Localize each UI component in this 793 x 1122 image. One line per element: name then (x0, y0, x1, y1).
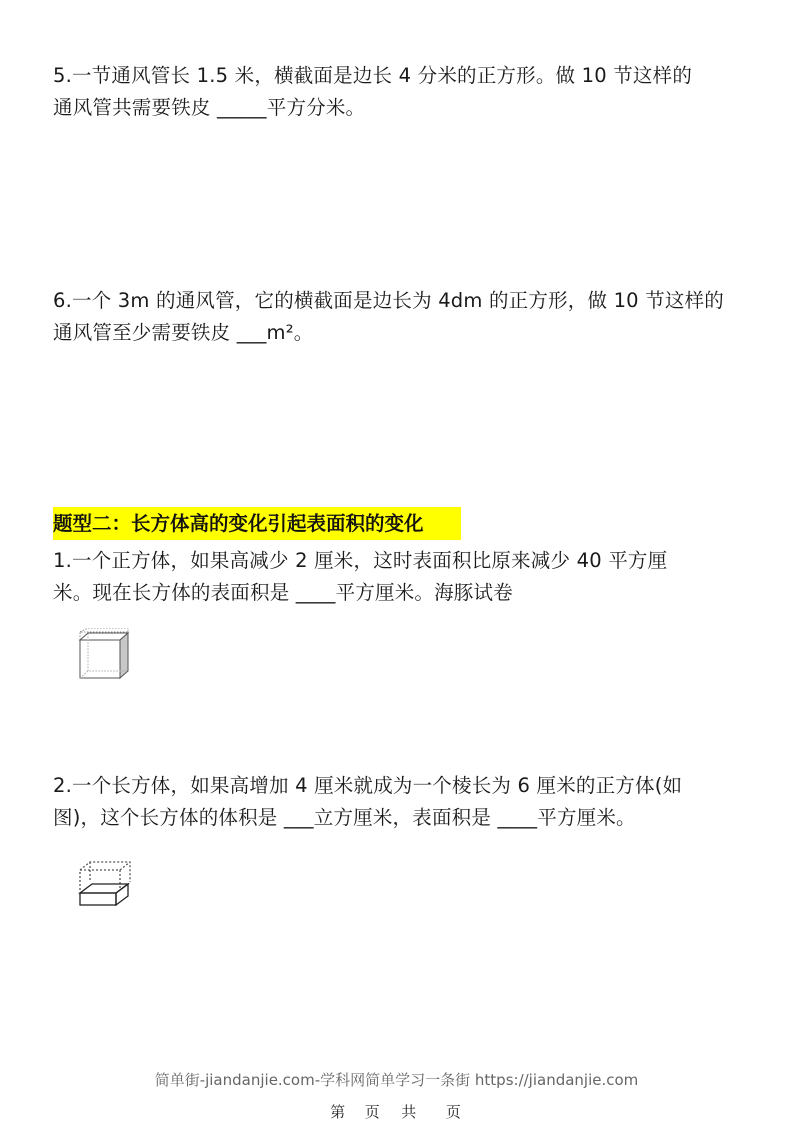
question-5-line2: 通风管共需要铁皮 _____平方分米。 (53, 96, 366, 119)
question-6 (53, 285, 743, 349)
section-question-1-line1: 1.一个正方体，如果高减少 2 厘米，这时表面积比原来减少 40 平方厘 (53, 549, 668, 572)
cube-reduced-height-figure (76, 628, 132, 682)
page-label-ye-total: 页 (445, 1103, 463, 1121)
section-question-1 (53, 545, 743, 609)
page-label-ye: 页 (364, 1103, 382, 1121)
question-6-line2: 通风管至少需要铁皮 ___m²。 (53, 321, 314, 344)
section-question-2-line1: 2.一个长方体，如果高增加 4 厘米就成为一个棱长为 6 厘米的正方体(如 (53, 774, 683, 797)
section-question-2-line2: 图)，这个长方体的体积是 ___立方厘米，表面积是 ____平方厘米。 (53, 806, 636, 829)
question-5-line1: 5.一节通风管长 1.5 米，横截面是边长 4 分米的正方形。做 10 节这样的 (53, 64, 693, 87)
cuboid-to-cube-figure (76, 858, 134, 910)
section-question-1-line2: 米。现在长方体的表面积是 ____平方厘米。海豚试卷 (53, 581, 513, 604)
question-5 (53, 60, 743, 124)
section-question-2 (53, 770, 743, 834)
question-6-line1: 6.一个 3m 的通风管，它的横截面是边长为 4dm 的正方形，做 10 节这样的 (53, 289, 724, 312)
footer-watermark: 简单街-jiandanjie.com-学科网简单学习一条街 https://jiandanjie.com (154, 1071, 639, 1089)
page-label-di: 第 (330, 1103, 348, 1121)
page-number (0, 1101, 793, 1122)
section-title: 题型二：长方体高的变化引起表面积的变化 (53, 507, 461, 540)
page-label-gong: 共 (401, 1103, 419, 1121)
